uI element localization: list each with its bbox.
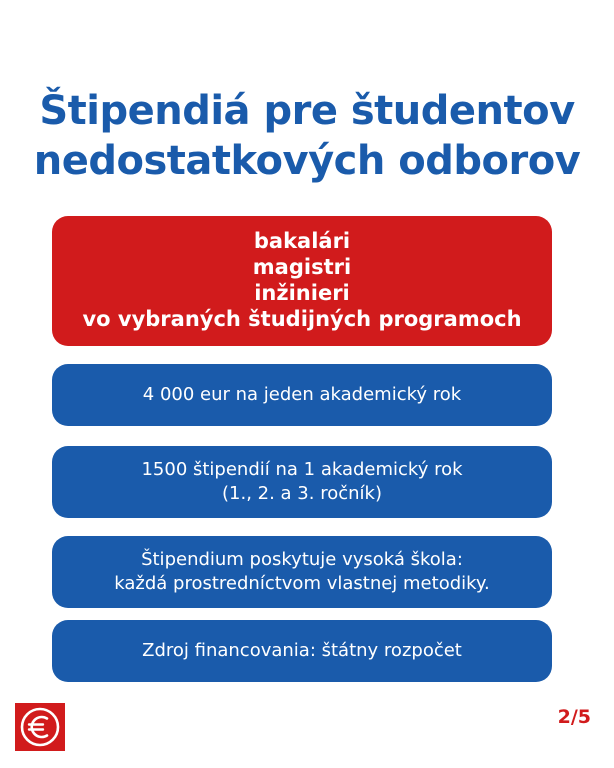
title-line-2: nedostatkových odborov [33, 138, 581, 184]
eligible-item: bakalári [253, 229, 351, 253]
eligible-students-box [52, 216, 552, 346]
fact-box-funding [52, 620, 552, 682]
eligible-item: inžinieri [254, 281, 350, 305]
fact-text: (1., 2. a 3. ročník) [222, 483, 382, 504]
page-indicator: 2/5 [557, 706, 591, 728]
fact-text: Štipendium poskytuje vysoká škola: [141, 549, 463, 570]
page-title [0, 86, 614, 186]
euro-icon [15, 703, 65, 751]
fact-box-provider [52, 536, 552, 608]
eligible-item: magistri [252, 255, 352, 279]
fact-text: každá prostredníctvom vlastnej metodiky. [114, 573, 490, 594]
fact-text: 4 000 eur na jeden akademický rok [142, 384, 462, 405]
eligible-item: vo vybraných študijných programoch [82, 307, 522, 331]
fact-text: Zdroj financovania: štátny rozpočet [142, 640, 462, 661]
fact-box-count [52, 446, 552, 518]
fact-box-amount [52, 364, 552, 426]
title-line-1: Štipendiá pre študentov [39, 88, 575, 134]
brand-logo [15, 703, 65, 751]
fact-text: 1500 štipendií na 1 akademický rok [141, 459, 463, 480]
